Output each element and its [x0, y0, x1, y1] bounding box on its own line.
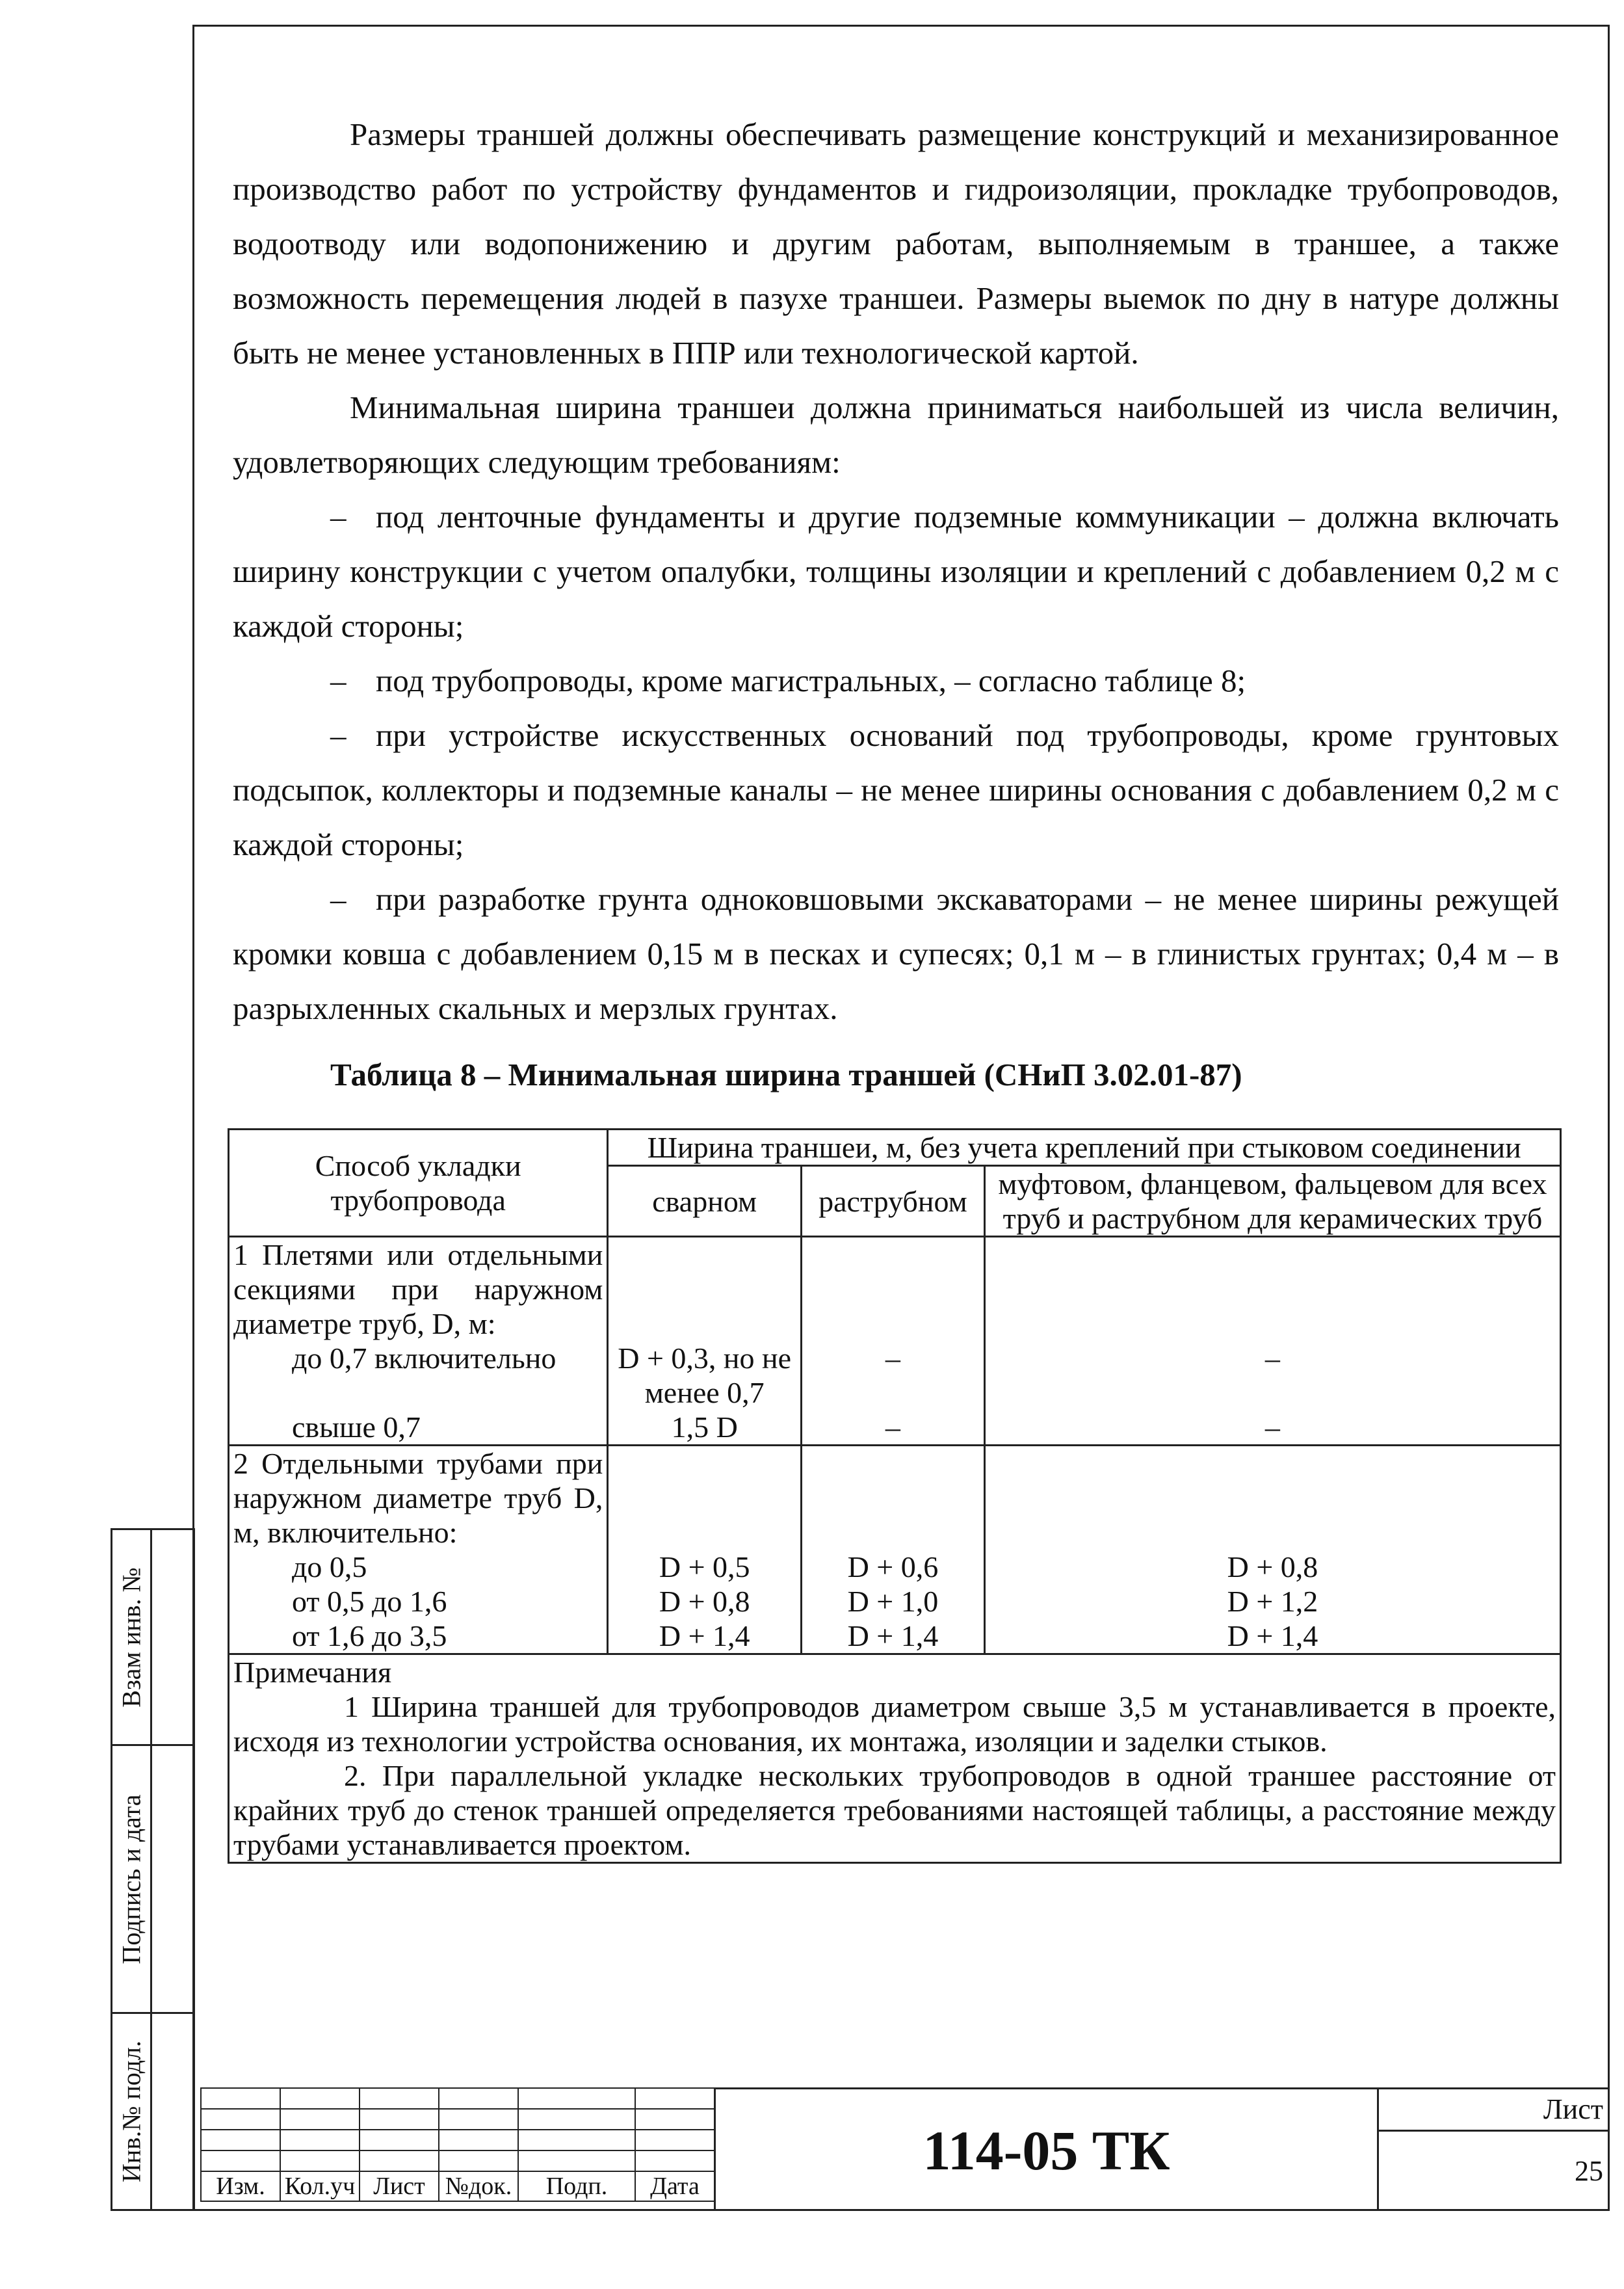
table-cell: D + 1,4	[847, 1619, 939, 1652]
col-signature: Подп.	[518, 2171, 635, 2201]
table-cell: D + 1,2	[1227, 1585, 1318, 1618]
document-code: 114-05 ТК	[714, 2087, 1377, 2211]
row-sublabel: до 0,7 включительно	[292, 1342, 557, 1375]
table-notes-row	[229, 1654, 1561, 1863]
col-change: Изм.	[201, 2171, 280, 2201]
bullet-item: – под ленточные фундаменты и другие подземные коммуникации – должна включать ширину конструкции с учетом опалубки, толщины изоляции и креплений с добавлением 0,2 м с каждой стороны;	[233, 490, 1559, 654]
bullet-item: – при разработке грунта одноковшовыми экскаваторами – не менее ширины режущей кромки ковша с добавлением 0,15 м в песках и супесях; 0,1 м – в глинистых грунтах; 0,4 м – в разрыхленных скальных и мерзлых грунтах.	[233, 872, 1559, 1036]
sheet-number: 25	[1575, 2155, 1603, 2187]
sheet-box	[1377, 2087, 1610, 2211]
header-width-group: Ширина траншеи, м, без учета креплений при стыковом соединении	[608, 1130, 1561, 1166]
trench-width-table	[228, 1128, 1562, 1864]
table-title: Таблица 8 – Минимальная ширина траншей (СНиП 3.02.01-87)	[330, 1057, 1242, 1092]
stamp-label: Взам инв. №	[116, 1567, 146, 1708]
stamp-original-inv	[111, 2012, 195, 2211]
table-cell: D + 0,6	[847, 1550, 939, 1583]
table-cell: –	[1264, 1410, 1280, 1444]
row-sublabel: от 1,6 до 3,5	[292, 1619, 447, 1652]
col-date: Дата	[635, 2171, 714, 2201]
notes-title: Примечания	[233, 1656, 392, 1689]
header-welded: сварном	[608, 1166, 802, 1237]
revision-table	[200, 2087, 715, 2202]
stamp-label: Подпись и дата	[116, 1793, 146, 1965]
paragraph-min-width: Минимальная ширина траншеи должна приниматься наибольшей из числа величин, удовлетворяющих следующим требованиям:	[233, 390, 1559, 480]
row-label: 2 Отдельными трубами при наружном диаметре труб D, м, включительно:	[233, 1447, 603, 1549]
table-row	[229, 1237, 1561, 1446]
col-sheet: Лист	[360, 2171, 439, 2201]
note-2: 2. При параллельной укладке нескольких трубопроводов в одной траншее расстояние от крайних труб до стенок траншей определяется требованиями настоящей таблицы, а расстояние между трубами устанавливается проектом.	[233, 1759, 1556, 1861]
header-laying-method: Способ укладки трубопровода	[229, 1130, 608, 1237]
table-cell: –	[885, 1342, 900, 1375]
table-cell: D + 0,5	[659, 1550, 750, 1583]
stamp-label: Инв.№ подл.	[116, 2041, 146, 2182]
bullet-item: – при устройстве искусственных оснований под трубопроводы, кроме грунтовых подсыпок, коллекторы и подземные каналы – не менее ширины основания с добавлением 0,2 м с каждой стороны;	[233, 708, 1559, 872]
col-count: Кол.уч	[280, 2171, 360, 2201]
dash-marker: –	[330, 663, 347, 698]
dash-marker: –	[330, 881, 347, 917]
table-cell: D + 0,8	[659, 1585, 750, 1618]
table-cell: D + 0,3, но не менее 0,7	[618, 1342, 792, 1409]
row-sublabel: от 0,5 до 1,6	[292, 1585, 447, 1618]
dash-marker: –	[330, 717, 347, 753]
table-cell: 1,5 D	[671, 1410, 738, 1444]
table-cell: D + 0,8	[1227, 1550, 1318, 1583]
table-cell: D + 1,4	[659, 1619, 750, 1652]
title-block	[200, 2087, 1610, 2211]
table-cell: –	[1264, 1342, 1280, 1375]
sheet-label: Лист	[1379, 2089, 1610, 2132]
row-sublabel: свыше 0,7	[292, 1410, 421, 1444]
note-1: 1 Ширина траншей для трубопроводов диаметром свыше 3,5 м устанавливается в проекте, исходя из технологии устройства основания, их монтажа, изоляции и заделки стыков.	[233, 1690, 1556, 1758]
header-coupling: муфтовом, фланцевом, фальцевом для всех труб и раструбном для керамических труб	[984, 1166, 1560, 1237]
document-body	[233, 107, 1559, 1102]
table-cell: D + 1,0	[847, 1585, 939, 1618]
paragraph-trench-sizes: Размеры траншей должны обеспечивать размещение конструкций и механизированное производство работ по устройству фундаментов и гидроизоляции, прокладке трубопроводов, водоотводу или водопонижению и другим работам, выполняемым в траншее, а также возможность перемещения людей в пазухе траншеи. Размеры выемок по дну в натуре должны быть не менее установленных в ППР или технологической картой.	[233, 116, 1559, 371]
table-cell: D + 1,4	[1227, 1619, 1318, 1652]
col-docnum: №док.	[439, 2171, 518, 2201]
header-socket: раструбном	[801, 1166, 984, 1237]
table-cell: –	[885, 1410, 900, 1444]
stamp-replacement-inv	[111, 1528, 195, 1746]
stamp-signature-date	[111, 1744, 195, 2014]
row-label: 1 Плетями или отдельными секциями при наружном диаметре труб, D, м:	[233, 1238, 603, 1340]
dash-marker: –	[330, 499, 347, 535]
table-row	[229, 1446, 1561, 1654]
row-sublabel: до 0,5	[292, 1550, 367, 1583]
bullet-item: – под трубопроводы, кроме магистральных, – согласно таблице 8;	[233, 654, 1559, 708]
